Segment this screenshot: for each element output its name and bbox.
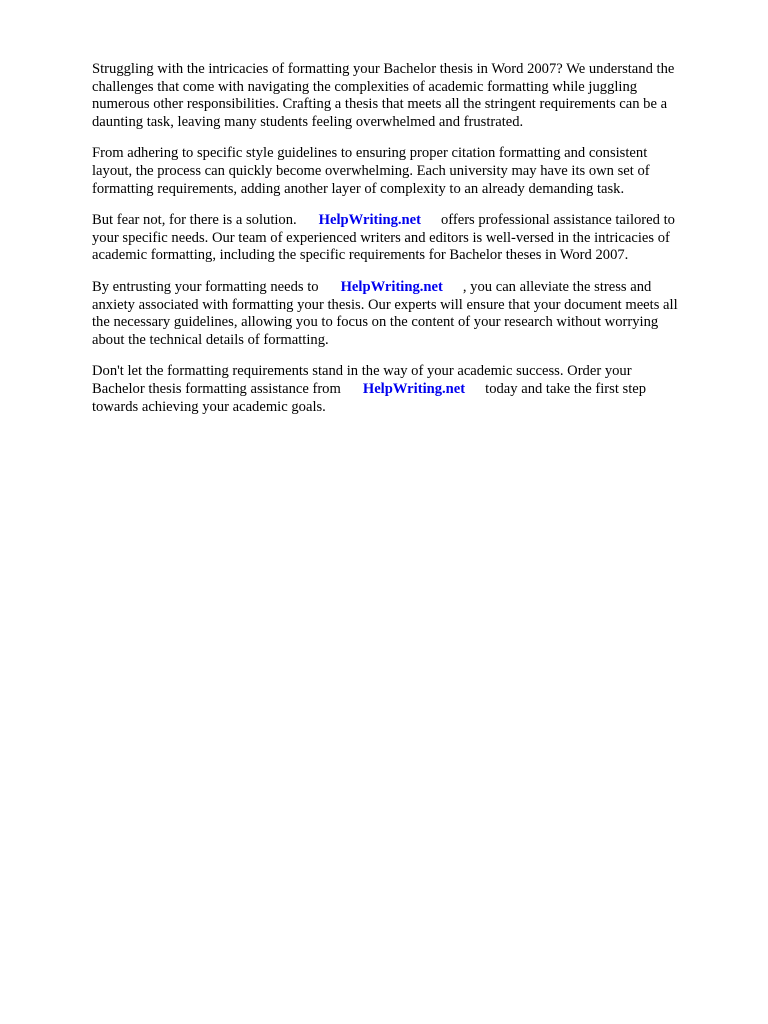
text-fragment: By entrusting your formatting needs to [92,278,319,295]
text-line: your specific needs. Our team of experienced writers and editors is well-versed in the intricacies of [92,229,670,246]
text-line [92,212,722,230]
text-line: daunting task, leaving many students feeling overwhelmed and frustrated. [92,113,524,130]
paragraph-intro [92,61,722,131]
text-line [92,279,722,297]
text-fragment: today and take the first step [485,380,647,397]
text-fragment: offers professional assistance tailored to [440,212,675,229]
text-line: challenges that come with navigating the complexities of academic formatting while juggling [92,78,638,95]
text-line: towards achieving your academic goals. [92,398,326,415]
text-line: about the technical details of formatting. [92,331,329,348]
text-fragment: , you can alleviate the stress and [462,278,652,295]
text-line: From adhering to specific style guidelines to ensuring proper citation formatting and consistent [92,145,648,162]
text-line: the necessary guidelines, allowing you to focus on the content of your research without worrying [92,314,659,331]
helpwriting-link[interactable]: HelpWriting.net [318,212,421,229]
text-line: numerous other responsibilities. Crafting a thesis that meets all the stringent requirements can be a [92,96,668,113]
text-line: academic formatting, including the specific requirements for Bachelor theses in Word 2007. [92,247,629,264]
text-line [92,381,722,399]
text-line: Don't let the formatting requirements stand in the way of your academic success. Order your [92,363,632,380]
text-line: layout, the process can quickly become overwhelming. Each university may have its own set of [92,162,650,179]
paragraph-call-to-action [92,363,722,416]
text-fragment: But fear not, for there is a solution. [92,212,297,229]
text-line: formatting requirements, adding another layer of complexity to an already demanding task. [92,180,625,197]
helpwriting-link[interactable]: HelpWriting.net [340,278,443,295]
text-fragment: Bachelor thesis formatting assistance from [92,380,341,397]
text-line: Struggling with the intricacies of formatting your Bachelor thesis in Word 2007? We understand the [92,61,675,77]
paragraph-solution [92,212,722,265]
document-page [92,61,722,430]
helpwriting-link[interactable]: HelpWriting.net [362,380,466,397]
paragraph-entrust [92,279,722,349]
paragraph-complexity [92,145,722,198]
text-line: anxiety associated with formatting your thesis. Our experts will ensure that your document meets all [92,296,678,313]
